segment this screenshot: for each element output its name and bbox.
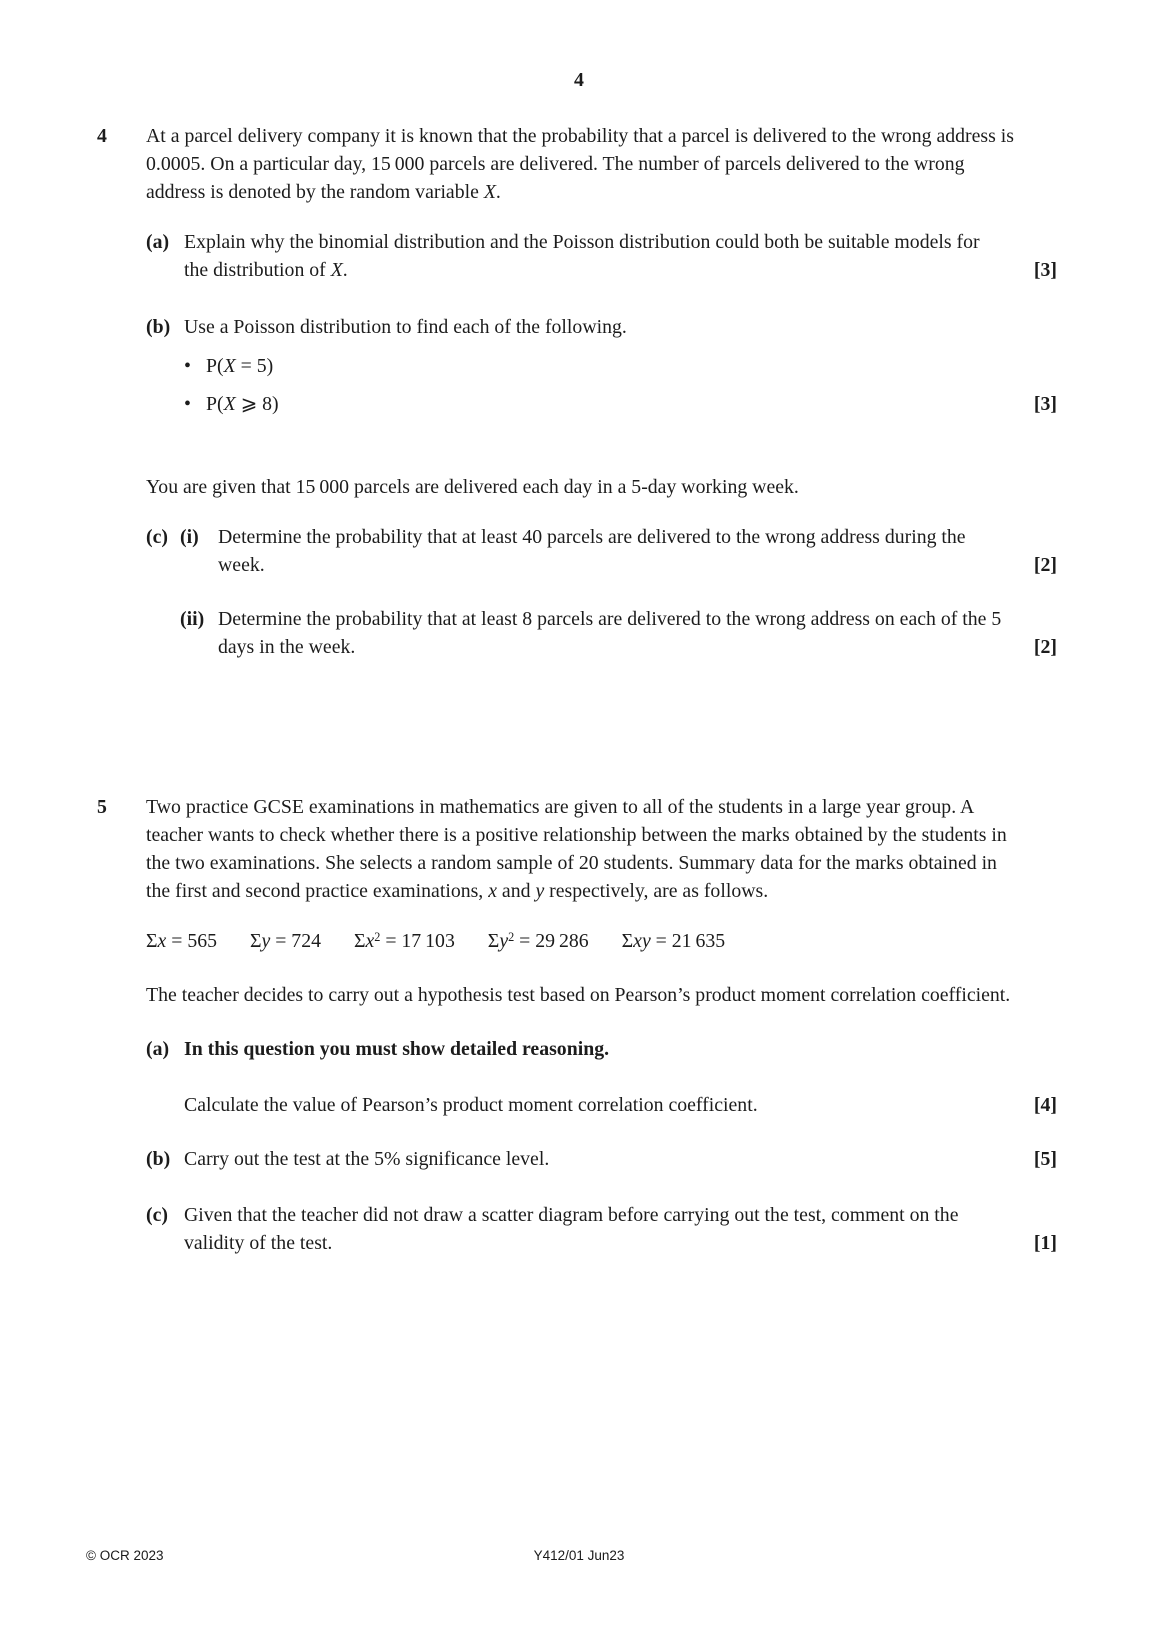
page-content bbox=[97, 122, 1057, 1257]
part-c-ii-marks: [2] bbox=[1033, 636, 1057, 658]
part-c-i-label: (i) bbox=[180, 526, 199, 548]
question-4-part-c-i bbox=[146, 523, 1057, 579]
question-4-part-a bbox=[146, 228, 1057, 284]
sum-xy: Σxy = 21 635 bbox=[621, 930, 726, 952]
question-5 bbox=[97, 793, 1057, 1257]
bullet-icon: • bbox=[184, 355, 191, 377]
question-5-part-c bbox=[146, 1201, 1057, 1257]
bullet-icon: • bbox=[184, 393, 191, 415]
question-5-body bbox=[146, 793, 1057, 1257]
part-b-content bbox=[184, 313, 1008, 418]
detailed-reasoning-notice: In this question you must show detailed reasoning. bbox=[184, 1038, 610, 1060]
paper-reference: Y412/01 Jun23 bbox=[533, 1548, 625, 1563]
part-a-marks: [3] bbox=[1033, 259, 1057, 281]
part-c-text: Given that the teacher did not draw a scatter diagram before carrying out the test, comment on the validity of the test. bbox=[184, 1204, 959, 1254]
part-c-marks: [1] bbox=[1033, 1232, 1057, 1254]
question-5-number: 5 bbox=[97, 796, 107, 818]
question-5-part-a-task bbox=[146, 1091, 1057, 1119]
question-4 bbox=[97, 122, 1057, 661]
part-b-marks: [3] bbox=[1033, 393, 1057, 415]
part-a-label: (a) bbox=[146, 1038, 170, 1060]
sum-y: Σy = 724 bbox=[249, 930, 321, 952]
question-4-part-b bbox=[146, 313, 1057, 418]
part-c-label: (c) bbox=[146, 526, 168, 548]
question-5-part-a-heading bbox=[146, 1035, 1057, 1063]
summary-statistics bbox=[146, 927, 1057, 955]
part-b-label: (b) bbox=[146, 316, 171, 338]
bullet-text: P(X ⩾ 8) bbox=[206, 393, 279, 415]
sum-x-squared: $\Sigma x^2 = 17$ 103 bbox=[353, 929, 455, 952]
copyright: © OCR 2023 bbox=[86, 1548, 164, 1563]
question-4-intro: At a parcel delivery company it is known that the probability that a parcel is delivered to the wrong address is 0.0005. On a particular day, 15 000 parcels are delivered. The number of parcels delivered to the wrong address is denoted by the random variable X. bbox=[146, 125, 1014, 203]
part-c-ii-label: (ii) bbox=[180, 608, 205, 630]
part-b-marks: [5] bbox=[1033, 1148, 1057, 1170]
page-number: 4 bbox=[574, 69, 584, 91]
part-b-text: Carry out the test at the 5% significance level. bbox=[184, 1148, 550, 1170]
question-4-part-c-ii bbox=[146, 605, 1057, 661]
part-c-label: (c) bbox=[146, 1204, 168, 1226]
sum-y-squared: $\Sigma y^2 = 29$ 286 bbox=[487, 929, 589, 952]
part-b-label: (b) bbox=[146, 1148, 171, 1170]
page-footer bbox=[0, 1548, 1158, 1564]
sum-x: Σx = 565 bbox=[146, 930, 218, 952]
part-a-spacer bbox=[146, 1091, 184, 1119]
bullet-item bbox=[184, 352, 1008, 380]
part-c-spacer bbox=[146, 605, 180, 661]
part-c-i-marks: [2] bbox=[1033, 554, 1057, 576]
question-5-intro: Two practice GCSE examinations in mathematics are given to all of the students in a large year group. A teacher wants to check whether there is a positive relationship between the marks obtained by the students in the two examinations. She selects a random sample of 20 students. Summary data for the marks obtained in the first and second practice examinations, x and y respectively, are as follows. bbox=[146, 796, 1007, 902]
part-a-text: Calculate the value of Pearson’s product moment correlation coefficient. bbox=[184, 1094, 758, 1116]
part-c-i-text: Determine the probability that at least 40 parcels are delivered to the wrong address during the week. bbox=[218, 526, 966, 576]
question-5-part-b bbox=[146, 1145, 1057, 1173]
part-b-text: Use a Poisson distribution to find each of the following. bbox=[184, 316, 627, 338]
question-4-number: 4 bbox=[97, 125, 107, 147]
question-4-body bbox=[146, 122, 1057, 661]
part-a-text: Explain why the binomial distribution and the Poisson distribution could both be suitable models for the distribution of X. bbox=[184, 231, 980, 281]
part-c-ii-text: Determine the probability that at least 8 parcels are delivered to the wrong address on each of the 5 days in the week. bbox=[218, 608, 1002, 658]
part-a-label: (a) bbox=[146, 231, 170, 253]
part-a-marks: [4] bbox=[1033, 1094, 1057, 1116]
hypothesis-statement: The teacher decides to carry out a hypothesis test based on Pearson’s product moment correlation coefficient. bbox=[146, 984, 1011, 1006]
bullet-text: P(X = 5) bbox=[206, 355, 274, 377]
bullet-item bbox=[184, 390, 1008, 418]
given-statement: You are given that 15 000 parcels are delivered each day in a 5-day working week. bbox=[146, 476, 799, 498]
